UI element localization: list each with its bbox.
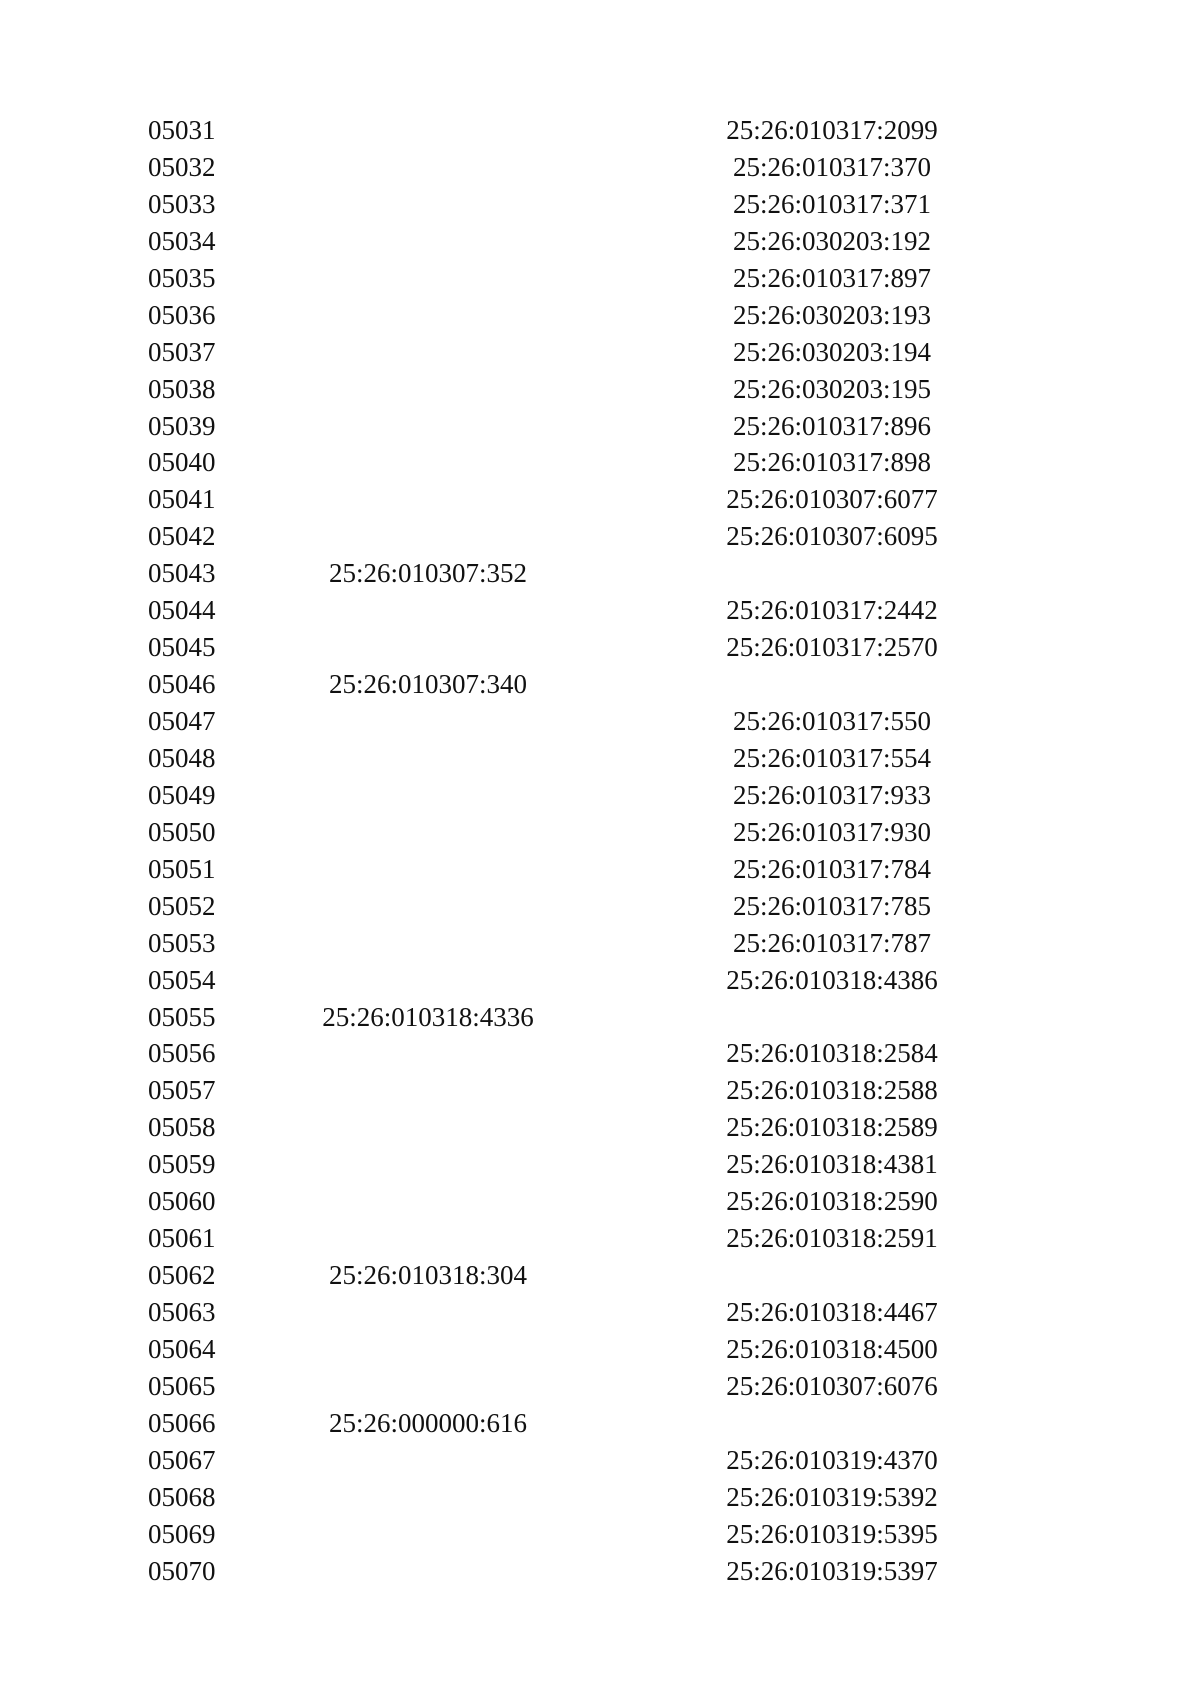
row-number: 05042	[148, 521, 216, 552]
table-row	[148, 297, 948, 334]
cadastral-number-text: 25:26:010317:371	[733, 188, 932, 219]
table-row	[148, 962, 948, 999]
cadastral-number-text: 25:26:010317:930	[733, 816, 932, 847]
table-row	[148, 1146, 948, 1183]
cadastral-number-text: 25:26:010307:340	[329, 669, 528, 700]
table-row	[148, 999, 948, 1036]
row-number: 05068	[148, 1481, 216, 1512]
cadastral-number-text: 25:26:010317:554	[733, 742, 932, 773]
cadastral-number-text: 25:26:010317:933	[733, 779, 932, 810]
table-row	[148, 740, 948, 777]
row-number: 05037	[148, 336, 216, 367]
table-row	[148, 1368, 948, 1405]
row-number: 05036	[148, 299, 216, 330]
cadastral-number-text: 25:26:010318:2590	[726, 1186, 938, 1217]
cadastral-number-text: 25:26:010318:2591	[726, 1223, 938, 1254]
table-row	[148, 1294, 948, 1331]
cadastral-number-text: 25:26:010318:4500	[726, 1333, 938, 1364]
row-number: 05058	[148, 1112, 216, 1143]
row-number: 05043	[148, 558, 216, 589]
table-row	[148, 112, 948, 149]
cadastral-number-text: 25:26:010317:896	[733, 410, 932, 441]
cadastral-number-text: 25:26:010318:4336	[322, 1001, 534, 1032]
table-row	[148, 925, 948, 962]
row-number: 05060	[148, 1186, 216, 1217]
row-number: 05064	[148, 1333, 216, 1364]
cadastral-number-text: 25:26:010318:2589	[726, 1112, 938, 1143]
table-row	[148, 1479, 948, 1516]
cadastral-number-text: 25:26:010318:4381	[726, 1149, 938, 1180]
cadastral-number-text: 25:26:010307:6077	[726, 484, 938, 515]
row-number: 05059	[148, 1149, 216, 1180]
row-number: 05069	[148, 1518, 216, 1549]
table-row	[148, 629, 948, 666]
table-row	[148, 555, 948, 592]
row-number: 05046	[148, 669, 216, 700]
table-row	[148, 814, 948, 851]
table-row	[148, 223, 948, 260]
row-number: 05048	[148, 742, 216, 773]
table-row	[148, 1257, 948, 1294]
table-row	[148, 592, 948, 629]
row-number: 05055	[148, 1001, 216, 1032]
cadastral-number-text: 25:26:030203:192	[733, 225, 932, 256]
table-row	[148, 518, 948, 555]
row-number: 05049	[148, 779, 216, 810]
cadastral-number-text: 25:26:010319:5397	[726, 1555, 938, 1586]
table-row	[148, 851, 948, 888]
table-row	[148, 777, 948, 814]
table-row	[148, 1072, 948, 1109]
cadastral-number-text: 25:26:010317:2570	[726, 632, 938, 663]
cadastral-number-text: 25:26:010317:898	[733, 447, 932, 478]
table-row	[148, 1405, 948, 1442]
table-row	[148, 444, 948, 481]
cadastral-number-text: 25:26:010318:304	[329, 1260, 528, 1291]
cadastral-number-text: 25:26:030203:194	[733, 336, 932, 367]
cadastral-number-text: 25:26:010319:5392	[726, 1481, 938, 1512]
cadastral-number-text: 25:26:010307:6076	[726, 1370, 938, 1401]
cadastral-number-text: 25:26:010317:2442	[726, 595, 938, 626]
cadastral-number-text: 25:26:010317:784	[733, 853, 932, 884]
row-number: 05070	[148, 1555, 216, 1586]
cadastral-number-text: 25:26:010317:785	[733, 890, 932, 921]
cadastral-number-text: 25:26:010318:4386	[726, 964, 938, 995]
row-number: 05041	[148, 484, 216, 515]
table-row	[148, 888, 948, 925]
cadastral-number-text: 25:26:010307:6095	[726, 521, 938, 552]
row-number: 05031	[148, 115, 216, 145]
cadastral-number-text: 25:26:010317:2099	[726, 115, 938, 145]
cadastral-number-text: 25:26:010317:787	[733, 927, 932, 958]
row-number: 05053	[148, 927, 216, 958]
cadastral-number-text: 25:26:010318:2588	[726, 1075, 938, 1106]
row-number: 05051	[148, 853, 216, 884]
row-number: 05032	[148, 151, 216, 182]
row-number: 05040	[148, 447, 216, 478]
table-row	[148, 149, 948, 186]
table-row	[148, 1442, 948, 1479]
table-row	[148, 1553, 948, 1590]
cadastral-number-text: 25:26:010317:897	[733, 262, 932, 293]
cadastral-table	[148, 112, 948, 1590]
table-row	[148, 1220, 948, 1257]
cadastral-number-text: 25:26:000000:616	[329, 1407, 528, 1438]
cadastral-number-text: 25:26:010319:5395	[726, 1518, 938, 1549]
row-number: 05035	[148, 262, 216, 293]
row-number: 05063	[148, 1297, 216, 1327]
table-row	[148, 1516, 948, 1553]
cadastral-number-text: 25:26:010318:4467	[726, 1297, 938, 1327]
row-number: 05034	[148, 225, 216, 256]
table-row	[148, 1183, 948, 1220]
cadastral-number-text: 25:26:010307:352	[329, 558, 528, 589]
row-number: 05057	[148, 1075, 216, 1106]
cadastral-number-text: 25:26:010317:550	[733, 706, 932, 736]
table-row	[148, 408, 948, 445]
row-number: 05039	[148, 410, 216, 441]
table-row	[148, 1109, 948, 1146]
row-number: 05044	[148, 595, 216, 626]
row-number: 05062	[148, 1260, 216, 1291]
row-number: 05054	[148, 964, 216, 995]
table-row	[148, 703, 948, 740]
row-number: 05061	[148, 1223, 216, 1254]
table-row	[148, 481, 948, 518]
cadastral-number-text: 25:26:030203:193	[733, 299, 932, 330]
row-number: 05033	[148, 188, 216, 219]
cadastral-number-text: 25:26:010318:2584	[726, 1038, 938, 1069]
table-row	[148, 334, 948, 371]
table-row	[148, 186, 948, 223]
row-number: 05045	[148, 632, 216, 663]
table-row	[148, 260, 948, 297]
row-number: 05050	[148, 816, 216, 847]
row-number: 05047	[148, 706, 216, 736]
table-row	[148, 371, 948, 408]
table-row	[148, 666, 948, 703]
table-row	[148, 1035, 948, 1072]
row-number: 05038	[148, 373, 216, 404]
cadastral-number-text: 25:26:010319:4370	[726, 1444, 938, 1475]
row-number: 05056	[148, 1038, 216, 1069]
table-row	[148, 1331, 948, 1368]
cadastral-number-text: 25:26:030203:195	[733, 373, 932, 404]
row-number: 05066	[148, 1407, 216, 1438]
row-number: 05067	[148, 1444, 216, 1475]
cadastral-number-text: 25:26:010317:370	[733, 151, 932, 182]
row-number: 05052	[148, 890, 216, 921]
row-number: 05065	[148, 1370, 216, 1401]
